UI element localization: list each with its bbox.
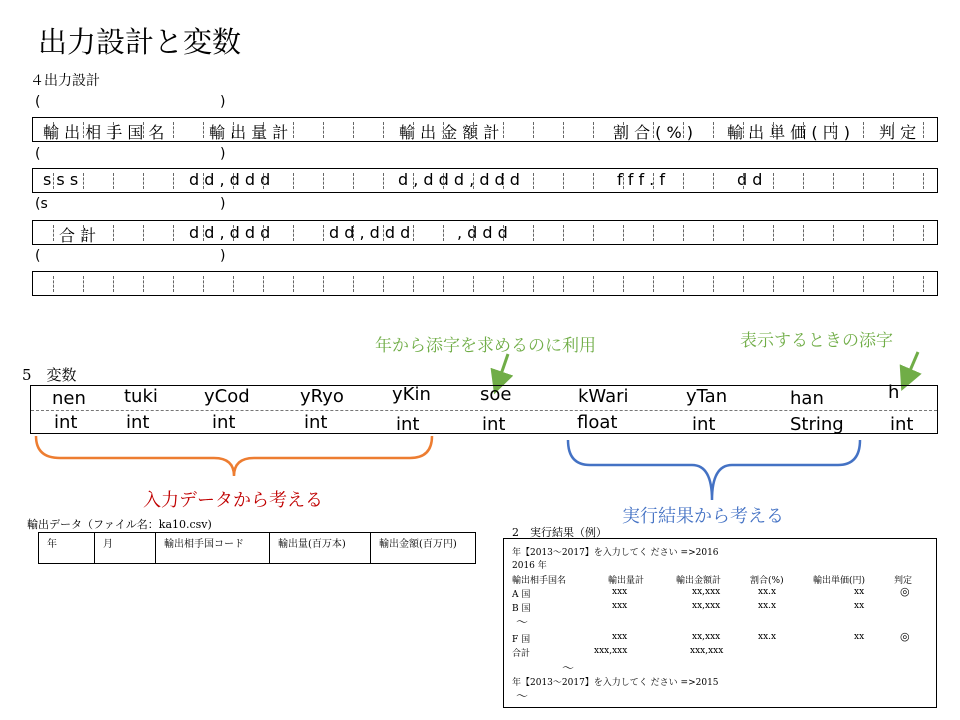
execution-result-box	[503, 538, 937, 708]
res-row-b-unitprice: xx	[854, 601, 865, 611]
res-row-f-judge: ◎	[900, 630, 910, 643]
res-row-b-country: B 国	[512, 604, 531, 614]
row-label: (	[35, 146, 41, 162]
res-row-a-unitprice: xx	[854, 587, 865, 597]
prompt-line-2: 年【2013～2017】を入力してく ださい =>2015	[512, 678, 719, 688]
note-h: 表示するときの添字	[740, 331, 893, 351]
res-row-a-amount: xx,xxx	[692, 587, 721, 597]
total-amount-rest: , d d d	[457, 223, 508, 242]
result-caption: 2 実行結果（例）	[512, 526, 607, 539]
csv-col-month: 月	[95, 533, 156, 564]
brace-input	[36, 436, 432, 476]
row-label: (s	[35, 196, 48, 212]
tilde-2: ～	[562, 661, 575, 675]
total-qty: d d , d d d	[189, 223, 271, 242]
brace-input-label: 入力データから考える	[143, 490, 323, 511]
var-type-han: String	[790, 414, 844, 435]
header-amount: 輸 出 金 額 計	[399, 123, 500, 142]
detail-amount: d , d d d , d d d	[398, 170, 520, 189]
var-type-soe: int	[482, 414, 506, 435]
var-type-yTan: int	[692, 414, 716, 435]
res-row-f-amount: xx,xxx	[692, 632, 721, 642]
page-title: 出力設計と変数	[38, 25, 242, 59]
row-label: (	[35, 248, 41, 264]
res-header-qty: 輸出量計	[608, 576, 645, 586]
var-type-tuki: int	[126, 412, 150, 433]
paren-close: )	[220, 146, 226, 162]
var-type-nen: int	[54, 412, 78, 433]
res-row-a-qty: xxx	[612, 587, 628, 597]
res-row-f-country: F 国	[512, 635, 531, 645]
header-judge: 判 定	[879, 123, 917, 142]
note-soe: 年から添字を求めるのに利用	[375, 336, 596, 356]
var-name-yRyo: yRyo	[300, 386, 344, 407]
header-ratio: 割 合 ( % )	[613, 123, 694, 142]
paren-close: )	[220, 94, 226, 110]
tilde-3: ～	[516, 689, 529, 703]
var-name-han: han	[790, 388, 824, 409]
res-row-f-ratio: xx.x	[758, 632, 777, 642]
res-header-country: 輸出相手国名	[512, 576, 567, 586]
var-name-nen: nen	[52, 388, 86, 409]
res-row-f-qty: xxx	[612, 632, 628, 642]
tilde-1: ～	[516, 615, 529, 629]
res-row-a-ratio: xx.x	[758, 587, 777, 597]
total-amount: d d , d d d	[329, 223, 411, 242]
res-total-label: 合計	[512, 649, 531, 659]
var-type-yKin: int	[396, 414, 420, 435]
detail-qty: d d , d d d	[189, 170, 271, 189]
arrow-soe	[498, 354, 508, 383]
year-line: 2016 年	[512, 561, 547, 571]
csv-col-amount: 輸出金額(百万円)	[371, 533, 476, 564]
row-label: (	[35, 94, 41, 110]
csv-col-year: 年	[39, 533, 95, 564]
csv-col-qty: 輸出量(百万本)	[270, 533, 371, 564]
var-name-yCod: yCod	[204, 386, 250, 407]
csv-format-table	[38, 532, 476, 564]
res-header-amount: 輸出金額計	[676, 576, 722, 586]
res-total-qty: xxx,xxx	[594, 646, 628, 656]
var-name-kWari: kWari	[578, 386, 629, 407]
detail-unitprice: d d	[737, 170, 763, 189]
res-row-b-qty: xxx	[612, 601, 628, 611]
paren-close: )	[220, 248, 226, 264]
total-label: 合 計	[59, 226, 97, 245]
var-name-tuki: tuki	[124, 386, 158, 407]
res-row-f-unitprice: xx	[854, 632, 865, 642]
brace-result-label: 実行結果から考える	[622, 506, 784, 527]
var-name-yTan: yTan	[686, 386, 728, 407]
prompt-line-1: 年【2013～2017】を入力してく ださい =>2016	[512, 548, 719, 558]
var-name-yKin: yKin	[392, 384, 431, 405]
var-type-kWari: float	[577, 412, 618, 433]
var-name-h: h	[888, 382, 900, 403]
res-row-b-ratio: xx.x	[758, 601, 777, 611]
res-row-b-amount: xx,xxx	[692, 601, 721, 611]
header-country: 輸 出 相 手 国 名	[43, 123, 165, 142]
var-type-yRyo: int	[304, 412, 328, 433]
csv-caption: 輸出データ（ファイル名：ka10.csv)	[27, 518, 212, 531]
res-header-ratio: 割合(%)	[750, 576, 784, 586]
output-design-heading: ４出力設計	[30, 73, 100, 89]
vars-heading: 5 変数	[22, 366, 77, 384]
res-header-judge: 判定	[894, 576, 913, 586]
header-unitprice: 輸 出 単 価 ( 円 )	[727, 123, 851, 142]
detail-ratio: f f f . f	[617, 170, 665, 189]
header-qty: 輸 出 量 計	[209, 123, 289, 142]
res-total-amount: xxx,xxx	[690, 646, 724, 656]
var-type-yCod: int	[212, 412, 236, 433]
var-type-h: int	[890, 414, 914, 435]
res-row-a-judge: ◎	[900, 585, 910, 598]
paren-close: )	[220, 196, 226, 212]
res-row-a-country: A 国	[512, 590, 531, 600]
res-header-unitprice: 輸出単価(円)	[813, 576, 866, 586]
csv-col-country-code: 輸出相手国コード	[156, 533, 270, 564]
brace-result	[568, 440, 860, 500]
arrow-h	[906, 352, 918, 380]
var-name-soe: soe	[480, 384, 512, 405]
detail-country: s s s	[43, 170, 79, 189]
